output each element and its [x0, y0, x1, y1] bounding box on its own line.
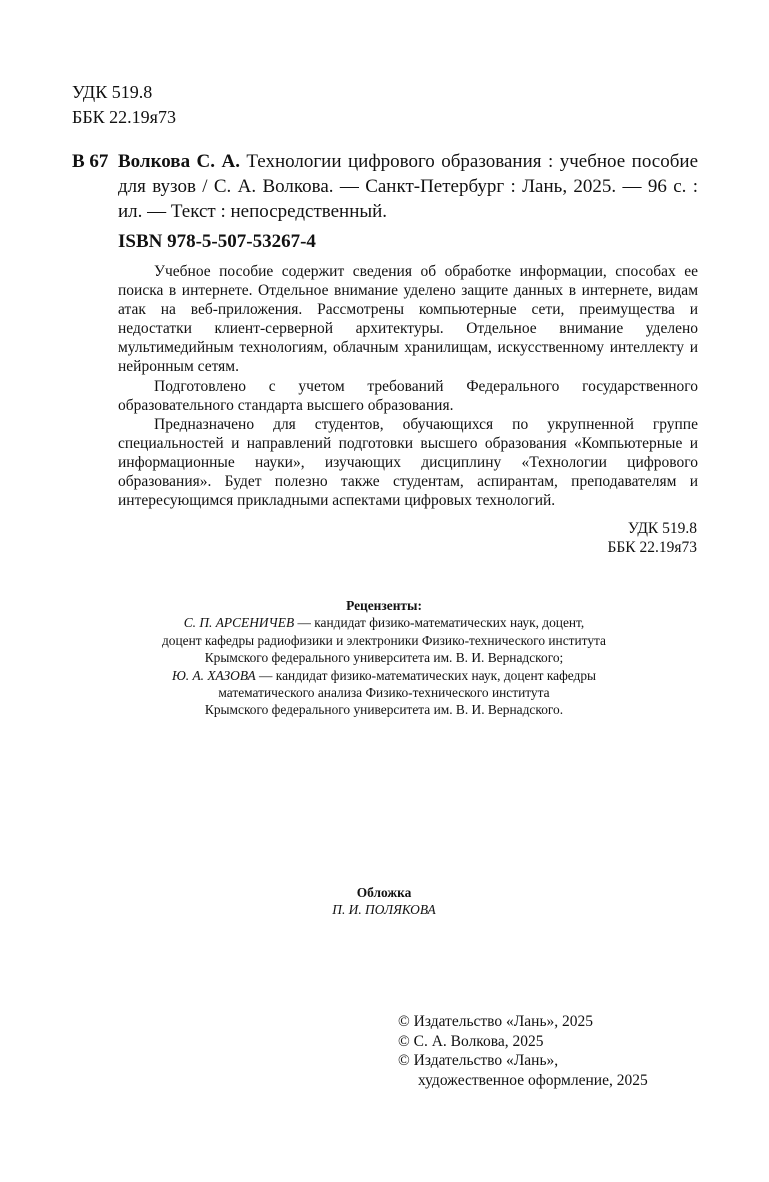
reviewer-info: — кандидат физико-математических наук, доцент кафедры — [255, 667, 597, 683]
classification-bottom — [607, 519, 697, 557]
annotation-paragraph: Подготовлено с учетом требований Федерального государственного образовательного стандарта высшего образования. — [118, 377, 698, 414]
reviewer-info: Крымского федерального университета им. В. И. Вернадского; — [204, 650, 564, 666]
reviewer-info: Крымского федерального университета им. В. И. Вернадского. — [204, 702, 564, 718]
classification-top — [72, 80, 176, 130]
author-mark: В 67 — [72, 151, 109, 172]
annotation-paragraph: Предназначено для студентов, обучающихся по укрупненной группе специальностей и направлений подготовки высшего образования «Компьютерные и информационные науки», изучающих дисциплину «Технологии цифрового образования». Будет полезно также студентам, аспирантам, преподавателям и интересующимся прикладными аспектами цифровых технологий. — [118, 415, 698, 510]
reviewer-line — [118, 667, 650, 684]
reviewer-line — [118, 614, 650, 631]
udk-code: УДК 519.8 — [72, 82, 153, 102]
reviewer-name: Ю. А. ХАЗОВА — [171, 667, 256, 683]
reviewers-block — [118, 597, 650, 719]
bbk-code: ББК 22.19я73 — [72, 107, 176, 127]
reviewer-info: математического анализа Физико-технического института — [218, 685, 550, 701]
bbk-code: ББК 22.19я73 — [607, 539, 697, 556]
copyright-line: © Издательство «Лань», — [398, 1052, 559, 1069]
copyright-line: © С. А. Волкова, 2025 — [398, 1032, 544, 1050]
udk-code: УДК 519.8 — [627, 520, 697, 537]
isbn: ISBN 978-5-507-53267-4 — [118, 231, 316, 252]
cover-credit — [118, 884, 650, 919]
copyright-block — [398, 1012, 648, 1090]
reviewers-title: Рецензенты: — [346, 598, 422, 613]
annotation-paragraph: Учебное пособие содержит сведения об обработке информации, способах ее поиска в интернете. Отдельное внимание уделено защите данных в интернете, видам атак на веб-приложения. Рассмотрены компьютерные сети, преимущества и недостатки клиент-серверной архитектуры. Отдельное внимание уделено мультимедийным технологиям, облачным хранилищам, искусственному интеллекту и нейронным сетям. — [118, 263, 698, 376]
copyright-line: художественное оформление, 2025 — [418, 1071, 648, 1089]
cover-title: Обложка — [356, 885, 412, 900]
entry-author: Волкова С. А. — [118, 151, 240, 172]
annotation — [118, 262, 698, 510]
copyright-line: © Издательство «Лань», 2025 — [398, 1013, 594, 1030]
bibliographic-entry — [118, 149, 698, 224]
reviewer-info: доцент кафедры радиофизики и электроники Физико-технического института — [161, 632, 606, 648]
cover-designer: П. И. ПОЛЯКОВА — [332, 902, 436, 918]
reviewer-info: — кандидат физико-математических наук, доцент, — [294, 615, 585, 631]
reviewer-name: С. П. АРСЕНИЧЕВ — [183, 615, 295, 631]
entry-description: Технологии цифрового образования : учебное пособие для вузов / С. А. Волкова. — Санкт-Петербург : Лань, 2025. — 96 с. : ил. — Текст : непосредственный. — [118, 151, 698, 222]
